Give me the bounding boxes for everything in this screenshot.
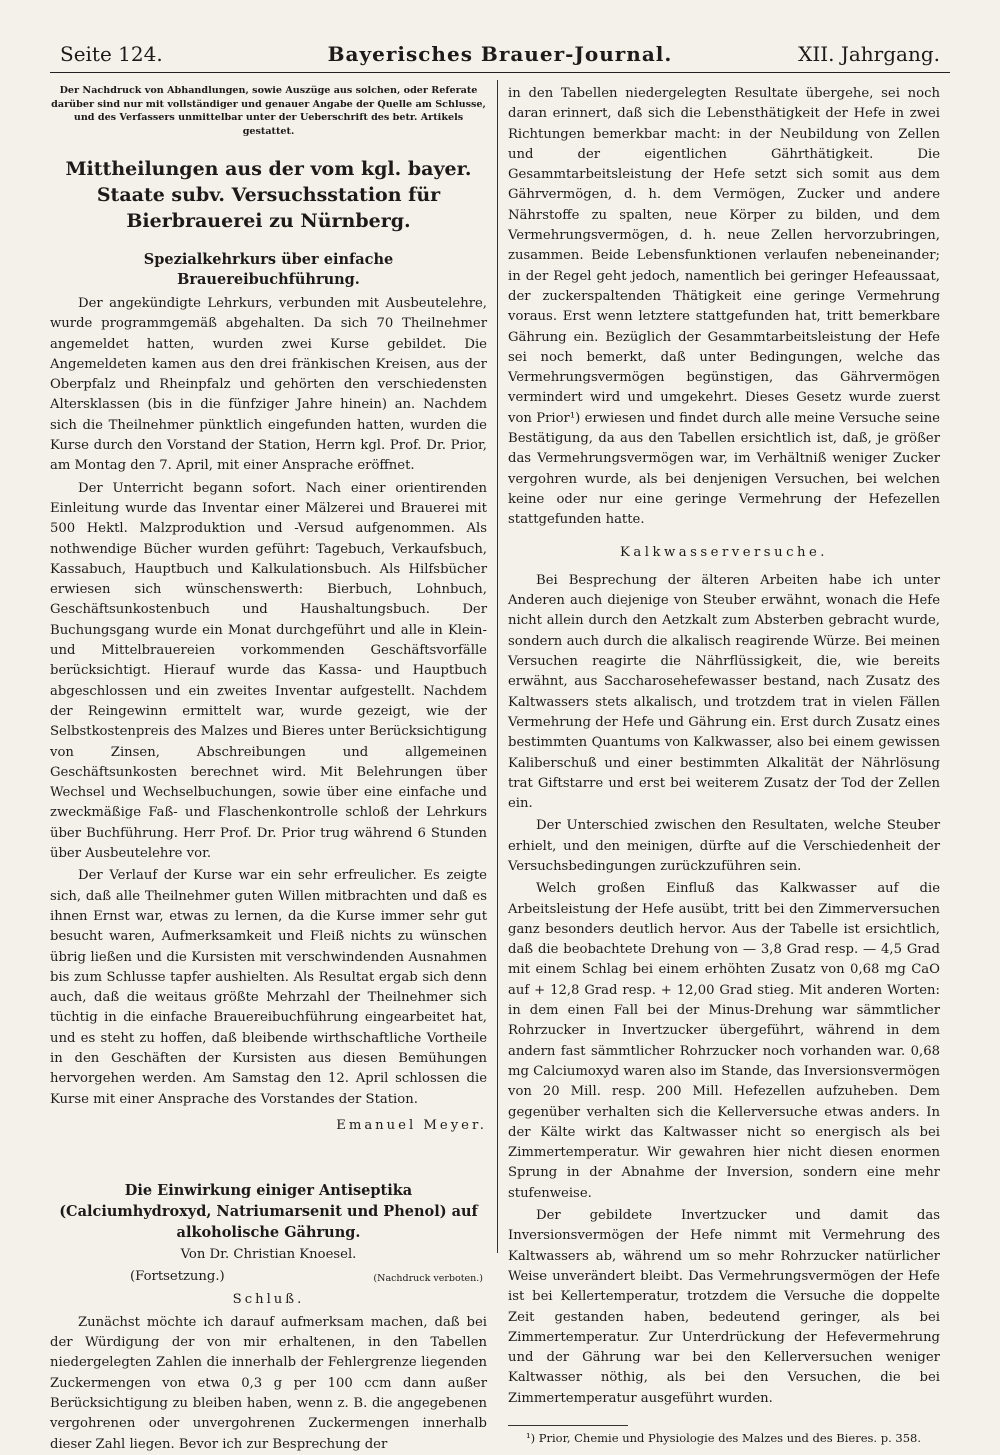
paragraph: Welch großen Einfluß das Kalkwasser auf die Arbeitsleistung der Hefe ausübt, tritt bei den Zimmerversuchen ganz besonders deutlich hervor. Aus der Tabelle ist ersichtlich, daß die beobachtete Drehung von — 3,8 Grad resp. — 4,5 Grad mit einem Schlag bei einem erhöhten Zusatz von 0,68 mg CaO auf + 12,8 Grad resp. + 12,00 Grad stieg. Mit anderen Worten: in dem einen Fall bei der Minus-Drehung war sämmtlicher Rohrzucker in Invertzucker übergeführt, während in dem andern fast sämmtlicher Rohrzucker noch vorhanden war. 0,68 mg Calciumoxyd waren also im Stande, das Inversionsvermögen von 20 Mill. resp. 200 Mill. Hefezellen aufzuheben. Dem gegenüber verhalten sich die Kellerversuche etwas anders. In der Kälte wirkt das Kaltwasser nicht so energisch als bei Zimmertemperatur. Wir gewahren hier nicht diesen enormen Sprung in der Abnahme der Inversion, sondern eine mehr stufenweise.	[508, 881, 940, 1201]
footnote-rule	[508, 1425, 628, 1426]
section-title: Mittheilungen aus der vom kgl. bayer. Staate subv. Versuchsstation für Bierbrauerei zu Nürnberg.	[65, 158, 472, 232]
header-rule	[50, 72, 950, 73]
right-column	[508, 84, 940, 1447]
paragraph: Der angekündigte Lehrkurs, verbunden mit Ausbeutelehre, wurde programmgemäß abgehalten. Da sich 70 Theilnehmer angemeldet hatten, wurden zwei Kurse gebildet. Die Angemeldeten kamen aus den drei fränkischen Kreisen, aus der Oberpfalz und Rheinpfalz und gehörten den verschiedensten Altersklassen (bis in die fünfziger Jahre hinein) an. Nachdem sich die Theilnehmer pünktlich eingefunden hatten, wurden die Kurse durch den Vorstand der Station, Herrn kgl. Prof. Dr. Prior, am Montag den 7. April, mit einer Ansprache eröffnet.	[50, 296, 487, 474]
subsection-heading: Kalkwasserversuche.	[620, 544, 828, 560]
paragraph: Der Unterricht begann sofort. Nach einer orientirenden Einleitung wurde das Inventar einer Mälzerei und Brauerei mit 500 Hektl. Malzproduktion und -Versud aufgenommen. Als nothwendige Bücher wurden geführt: Tagebuch, Verkaufsbuch, Kassabuch, Hauptbuch und Kalkulationsbuch. Als Hilfsbücher erwiesen sich wünschenswerth: Bierbuch, Lohnbuch, Geschäftsunkostenbuch und Haushaltungsbuch. Der Buchungsgang wurde ein Monat durchgeführt und alle in Klein- und Mittelbrauereien vorkommenden Geschäftsvorfälle berücksichtigt. Hierauf wurde das Kassa- und Hauptbuch abgeschlossen und ein zweites Inventar aufgestellt. Nachdem der Reingewinn ermittelt war, wurde gezeigt, wie der Selbstkostenpreis des Malzes und Bieres unter Berücksichtigung von Zinsen, Abschreibungen und allgemeinen Geschäftsunkosten berechnet wird. Mit Belehrungen über Wechsel und Wechselbuchungen, sowie über eine einfache und zweckmäßige Faß- und Flaschenkontrolle schloß der Lehrkurs über Buchführung. Herr Prof. Dr. Prior trug während 6 Stunden über Ausbeutelehre vor.	[50, 480, 487, 862]
reprint-forbidden-label: (Nachdruck verboten.)	[373, 1273, 483, 1285]
left-column	[50, 84, 487, 1455]
page-number: Seite 124.	[60, 42, 163, 66]
continuation-label: (Fortsetzung.)	[130, 1269, 225, 1285]
paragraph: Zunächst möchte ich darauf aufmerksam machen, daß bei der Würdigung der von mir erhaltenen, in den Tabellen niedergelegten Zahlen die innerhalb der Fehlergrenze liegenden Zuckermengen von etwa 0,3 g per 100 ccm dann außer Berücksichtigung zu bleiben haben, wenn z. B. die angegebenen vergohrenen oder unvergohrenen Zuckermengen innerhalb dieser Zahl liegen. Bevor ich zur Besprechung der	[50, 1314, 487, 1452]
paragraph: Der Unterschied zwischen den Resultaten, welche Steuber erhielt, und den meinigen, dürfte auf die Verschiedenheit der Versuchsbedingungen zurückzuführen sein.	[508, 818, 940, 874]
section-subtitle: Spezialkehrkurs über einfache Brauereibuchführung.	[143, 251, 394, 288]
paragraph: in den Tabellen niedergelegten Resultate übergehe, sei noch daran erinnert, daß sich die Lebensthätigkeit der Hefe in zwei Richtungen bemerkbar macht: in der Neubildung von Zellen und der eigentlichen Gährthätigkeit. Die Gesammtarbeitsleistung der Hefe setzt sich somit aus dem Gährvermögen, d. h. dem Vermögen, Zucker und andere Nährstoffe zu spalten, neue Körper zu bilden, und dem Vermehrungsvermögen, d. h. neue Zellen hervorzubringen, zusammen. Beide Lebensfunktionen verlaufen nebeneinander; in der Regel geht jedoch, namentlich bei geringer Hefeaussaat, der zuckerspaltenden Thätigkeit eine geringe Vermehrung voraus. Erst wenn letztere stattgefunden hat, tritt bemerkbare Gährung ein. Bezüglich der Gesammtarbeitsleistung der Hefe sei noch bemerkt, daß unter Bedingungen, welche das Vermehrungsvermögen begünstigen, das Gährvermögen vermindert wird und umgekehrt. Dieses Gesetz wurde zuerst von Prior¹) erwiesen und findet durch alle meine Versuche seine Bestätigung, da aus den Tabellen ersichtlich ist, daß, je größer das Vermehrungsvermögen war, im Verhältniß weniger Zucker vergohren wurde, als bei denjenigen Versuchen, bei welchen keine oder nur eine geringe Vermehrung der Hefezellen stattgefunden hatte.	[508, 86, 940, 528]
paragraph: Bei Besprechung der älteren Arbeiten habe ich unter Anderen auch diejenige von Steuber erwähnt, wonach die Hefe nicht allein durch den Aetzkalt zum Absterben gebracht wurde, sondern auch durch die alkalisch reagirende Würze. Bei meinen Versuchen reagirte die Nährflüssigkeit, die, wie bereits erwähnt, aus Saccharosehefewasser bestand, nach Zusatz des Kaltwassers stets alkalisch, und trotzdem trat in vielen Fällen Vermehrung der Hefe und Gährung ein. Erst durch Zusatz eines bestimmten Quantums von Kalkwasser, also bei einem gewissen Kaliberschuß und einer bestimmten Alkalität der Nährlösung trat Giftstarre und erst bei weiterem Zusatz der Tod der Zellen ein.	[508, 572, 940, 812]
continuation-row	[50, 1267, 487, 1288]
article-title: Die Einwirkung einiger Antiseptika (Calciumhydroxyd, Natriumarsenit und Phenol) auf alkoholische Gährung.	[59, 1182, 478, 1242]
volume-year: XII. Jahrgang.	[798, 42, 940, 66]
conclusion-label: Schluß.	[232, 1292, 305, 1308]
footnote: ¹) Prior, Chemie und Physiologie des Malzes und des Bieres. p. 358.	[526, 1431, 922, 1445]
paragraph: Der gebildete Invertzucker und damit das Inversionsvermögen der Hefe nimmt mit Vermehrung des Kaltwassers ab, während um so mehr Rohrzucker natürlicher Weise unverändert bleibt. Das Vermehrungsvermögen der Hefe ist bei Kellertemperatur, trotzdem die Versuche die doppelte Zeit gestanden haben, bedeutend geringer, als bei Zimmertemperatur. Zur Unterdrückung der Hefevermehrung und der Gährung war bei den Kellerversuchen weniger Kaltwasser nöthig, als bei den Versuchen, die bei Zimmertemperatur ausgeführt wurden.	[508, 1208, 940, 1406]
signature: Emanuel Meyer.	[336, 1117, 487, 1133]
article-author: Von Dr. Christian Knoesel.	[180, 1247, 357, 1263]
journal-title: Bayerisches Brauer-Journal.	[327, 42, 673, 66]
reprint-notice: Der Nachdruck von Abhandlungen, sowie Auszüge aus solchen, oder Referate darüber sind nur mit vollständiger und genauer Angabe der Quelle am Schlusse, und des Verfassers unmittelbar unter der Ueberschrift des betr. Artikels gestattet.	[51, 85, 486, 137]
column-divider	[497, 80, 498, 1253]
paragraph: Der Verlauf der Kurse war ein sehr erfreulicher. Es zeigte sich, daß alle Theilnehmer guten Willen mitbrachten und daß es ihnen Ernst war, etwas zu lernen, da die Kurse immer sehr gut besucht waren, Aufmerksamkeit und Fleiß nichts zu wünschen übrig ließen und die Kursisten mit verschwindenden Ausnahmen bis zum Schlusse tapfer aushielten. Als Resultat ergab sich denn auch, daß die weitaus größte Mehrzahl der Theilnehmer sich tüchtig in die einfache Brauereibuchführung eingearbeitet hat, und es steht zu hoffen, daß bleibende wirthschaftliche Vortheile in den Geschäften der Kursisten aus diesen Bemühungen hervorgehen werden. Am Samstag den 12. April schlossen die Kurse mit einer Ansprache des Vorstandes der Station.	[50, 868, 487, 1107]
